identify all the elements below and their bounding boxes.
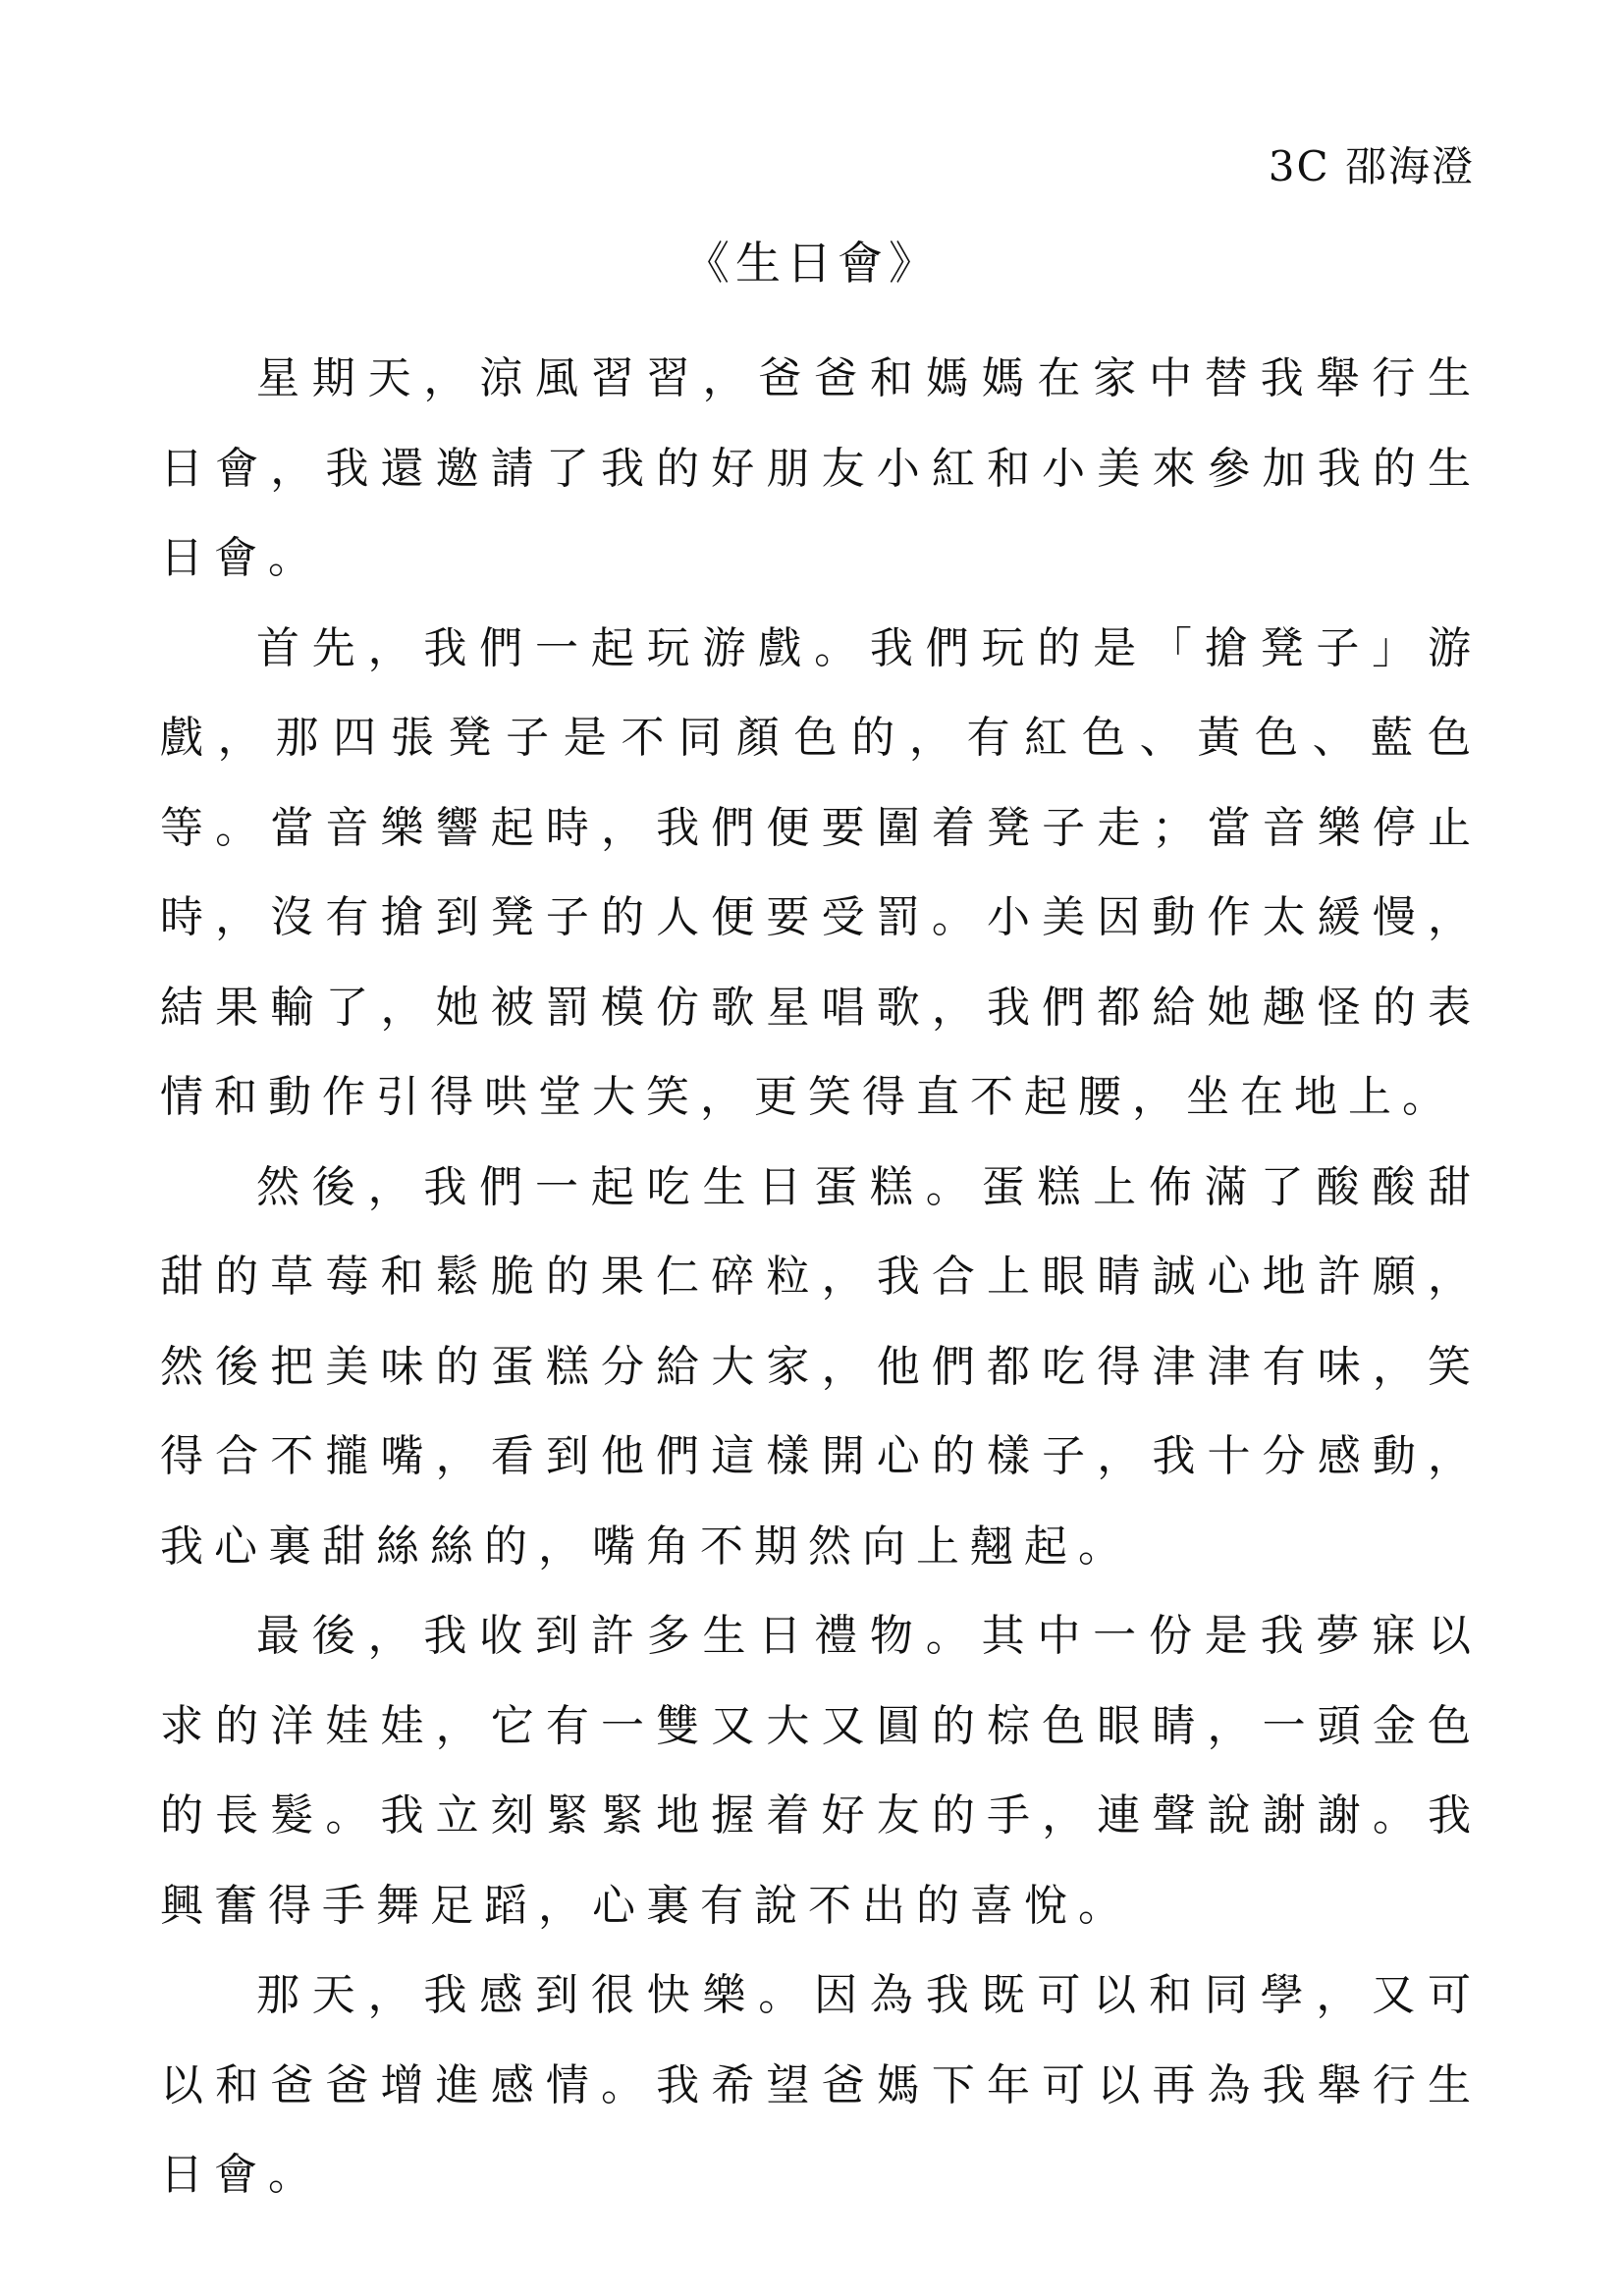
paragraph: 然後，我們一起吃生日蛋糕。蛋糕上佈滿了酸酸甜甜的草莓和鬆脆的果仁碎粒，我合上眼睛誠心地許願，然後把美味的蛋糕分給大家，他們都吃得津津有味，笑得合不攏嘴，看到他們這樣開心的樣子，我十分感動，我心裏甜絲絲的，嘴角不期然向上翹起。 [160,1161,1482,1572]
paragraph: 星期天，涼風習習，爸爸和媽媽在家中替我舉行生日會，我還邀請了我的好朋友小紅和小美來參加我的生日會。 [160,353,1482,583]
essay-body [160,334,1482,2220]
essay-title: 《生日會》 [684,237,940,290]
paragraph: 那天，我感到很快樂。因為我既可以和同學，又可以和爸爸增進感情。我希望爸媽下年可以再為我舉行生日會。 [160,1970,1482,2200]
paragraph: 首先，我們一起玩游戲。我們玩的是「搶凳子」游戲，那四張凳子是不同顏色的，有紅色、黃色、藍色等。當音樂響起時，我們便要圍着凳子走；當音樂停止時，沒有搶到凳子的人便要受罰。小美因動作太緩慢，結果輸了，她被罰模仿歌星唱歌，我們都給她趣怪的表情和動作引得哄堂大笑，更笑得直不起腰，坐在地上。 [160,622,1482,1122]
author-line: 3C 邵海澄 [1268,142,1475,190]
paragraph: 最後，我收到許多生日禮物。其中一份是我夢寐以求的洋娃娃，它有一雙又大又圓的棕色眼睛，一頭金色的長髮。我立刻緊緊地握着好友的手，連聲說謝謝。我興奮得手舞足蹈，心裏有說不出的喜悅。 [160,1611,1482,1931]
